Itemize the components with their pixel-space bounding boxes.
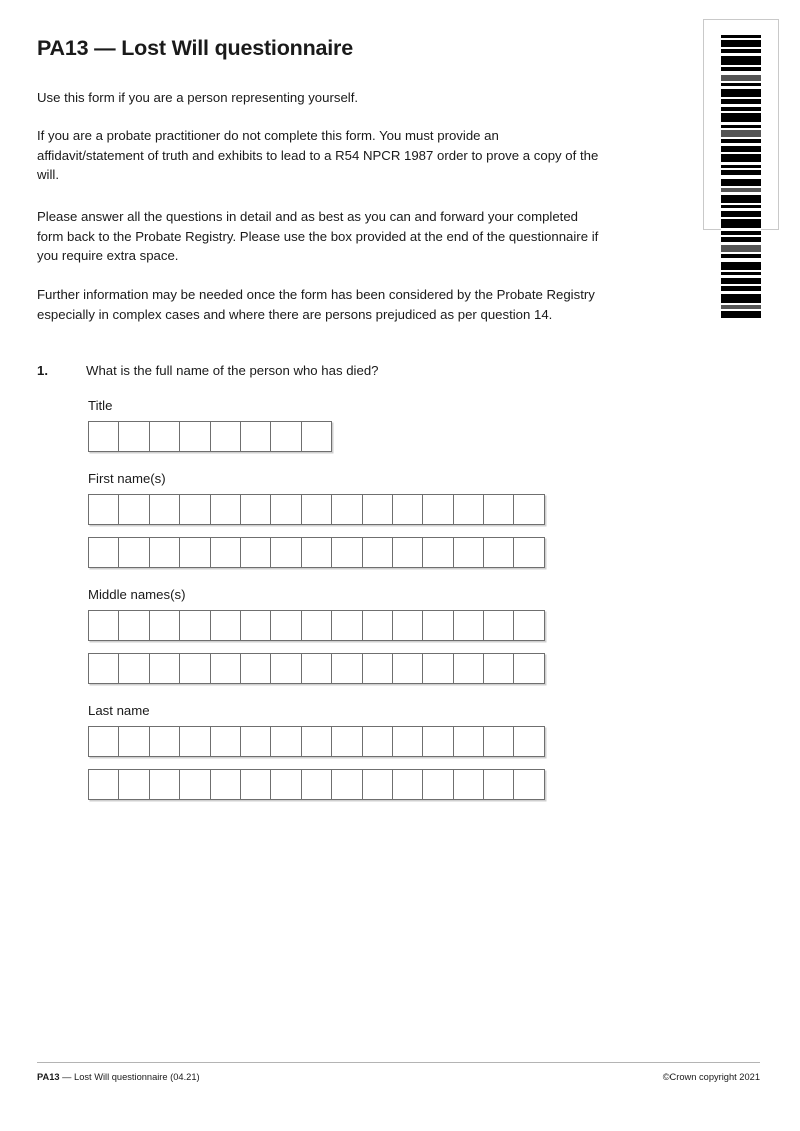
character-box[interactable] — [211, 422, 241, 451]
character-box[interactable] — [423, 611, 453, 640]
character-box[interactable] — [89, 727, 119, 756]
character-box[interactable] — [180, 538, 210, 567]
intro-paragraph-2: If you are a probate practitioner do not complete this form. You must provide an affidavit/statement of truth and exhibits to lead to a R54 NPCR 1987 order to prove a copy of the will. — [37, 128, 599, 182]
character-box[interactable] — [89, 538, 119, 567]
character-box[interactable] — [241, 422, 271, 451]
barcode-bar — [721, 89, 761, 97]
character-box[interactable] — [180, 727, 210, 756]
character-box[interactable] — [514, 654, 544, 683]
barcode-container — [703, 19, 779, 230]
barcode-bar — [721, 219, 761, 228]
barcode-bar — [721, 130, 761, 137]
character-box[interactable] — [241, 770, 271, 799]
character-box[interactable] — [302, 770, 332, 799]
character-box[interactable] — [302, 727, 332, 756]
character-box[interactable] — [332, 727, 362, 756]
character-box[interactable] — [423, 538, 453, 567]
character-box[interactable] — [302, 654, 332, 683]
character-box[interactable] — [150, 422, 180, 451]
character-box[interactable] — [454, 727, 484, 756]
intro-paragraph-4: Further information may be needed once the form has been considered by the Probate Registry especially in complex cases and where there are persons prejudiced as per question 14. — [37, 287, 595, 322]
barcode-icon — [721, 35, 761, 215]
barcode-bar — [721, 294, 761, 303]
character-box[interactable] — [241, 654, 271, 683]
character-box[interactable] — [332, 654, 362, 683]
character-box[interactable] — [119, 611, 149, 640]
character-box[interactable] — [393, 727, 423, 756]
character-box[interactable] — [332, 611, 362, 640]
character-boxes-row[interactable] — [88, 494, 545, 525]
barcode-bar — [721, 113, 761, 122]
character-box[interactable] — [241, 538, 271, 567]
character-box[interactable] — [484, 727, 514, 756]
character-box[interactable] — [119, 654, 149, 683]
character-box[interactable] — [150, 727, 180, 756]
field-label: Middle names(s) — [88, 587, 186, 602]
character-box[interactable] — [363, 538, 393, 567]
barcode-bar — [721, 56, 761, 65]
character-box[interactable] — [484, 611, 514, 640]
character-box[interactable] — [119, 727, 149, 756]
character-box[interactable] — [211, 611, 241, 640]
character-box[interactable] — [484, 770, 514, 799]
character-box[interactable] — [393, 654, 423, 683]
character-box[interactable] — [211, 495, 241, 524]
character-box[interactable] — [454, 654, 484, 683]
character-box[interactable] — [271, 654, 301, 683]
page-title: PA13 — Lost Will questionnaire — [37, 36, 353, 60]
character-box[interactable] — [211, 654, 241, 683]
character-boxes-row[interactable] — [88, 726, 545, 757]
character-box[interactable] — [332, 495, 362, 524]
question-1 — [37, 363, 637, 800]
character-box[interactable] — [271, 611, 301, 640]
character-box[interactable] — [363, 611, 393, 640]
character-box[interactable] — [423, 495, 453, 524]
character-box[interactable] — [484, 495, 514, 524]
character-box[interactable] — [302, 611, 332, 640]
barcode-bar — [721, 154, 761, 162]
barcode-bar — [721, 318, 761, 321]
character-box[interactable] — [241, 611, 271, 640]
field-label: Title — [88, 398, 113, 413]
page-footer — [37, 1062, 760, 1082]
character-box[interactable] — [454, 611, 484, 640]
barcode-bar — [721, 195, 761, 203]
character-box[interactable] — [89, 770, 119, 799]
character-box[interactable] — [363, 727, 393, 756]
character-box[interactable] — [150, 538, 180, 567]
character-box[interactable] — [150, 611, 180, 640]
character-box[interactable] — [423, 654, 453, 683]
character-box[interactable] — [514, 770, 544, 799]
character-box[interactable] — [150, 770, 180, 799]
character-box[interactable] — [119, 770, 149, 799]
character-box[interactable] — [454, 495, 484, 524]
character-box[interactable] — [363, 770, 393, 799]
question-number: 1. — [37, 363, 48, 378]
intro-paragraph-1: Use this form if you are a person representing yourself. — [37, 90, 359, 105]
character-box[interactable] — [271, 495, 301, 524]
field-label: Last name — [88, 703, 150, 718]
character-box[interactable] — [302, 422, 332, 451]
character-box[interactable] — [514, 727, 544, 756]
character-box[interactable] — [393, 495, 423, 524]
character-box[interactable] — [211, 727, 241, 756]
character-box[interactable] — [119, 538, 149, 567]
character-box[interactable] — [271, 538, 301, 567]
character-box[interactable] — [150, 654, 180, 683]
character-box[interactable] — [89, 422, 119, 451]
character-box[interactable] — [514, 495, 544, 524]
barcode-bar — [721, 245, 761, 252]
barcode-bar — [721, 311, 761, 318]
footer-copyright: ©Crown copyright 2021 — [662, 1072, 760, 1082]
footer-description: Lost Will questionnaire (04.21) — [74, 1072, 200, 1082]
character-box[interactable] — [271, 727, 301, 756]
character-boxes-row[interactable] — [88, 537, 545, 568]
character-boxes-row[interactable] — [88, 653, 545, 684]
footer-code: PA13 — [37, 1072, 60, 1082]
field-label: First name(s) — [88, 471, 166, 486]
character-box[interactable] — [484, 654, 514, 683]
character-box[interactable] — [454, 538, 484, 567]
character-box[interactable] — [180, 770, 210, 799]
character-box[interactable] — [363, 495, 393, 524]
character-box[interactable] — [302, 495, 332, 524]
character-box[interactable] — [241, 727, 271, 756]
character-box[interactable] — [393, 538, 423, 567]
character-box[interactable] — [89, 611, 119, 640]
character-box[interactable] — [393, 770, 423, 799]
character-box[interactable] — [332, 538, 362, 567]
character-box[interactable] — [180, 422, 210, 451]
character-box[interactable] — [332, 770, 362, 799]
question-text: What is the full name of the person who has died? — [86, 363, 379, 378]
character-box[interactable] — [119, 495, 149, 524]
footer-separator: — — [59, 1072, 75, 1082]
intro-paragraph-1-wrap — [37, 88, 602, 128]
character-box[interactable] — [271, 422, 301, 451]
intro-paragraph-3-wrap — [37, 207, 602, 286]
character-box[interactable] — [454, 770, 484, 799]
character-box[interactable] — [150, 495, 180, 524]
character-box[interactable] — [180, 654, 210, 683]
barcode-bar — [721, 262, 761, 270]
character-box[interactable] — [211, 770, 241, 799]
character-box[interactable] — [514, 611, 544, 640]
character-box[interactable] — [180, 495, 210, 524]
character-box[interactable] — [423, 770, 453, 799]
character-box[interactable] — [119, 422, 149, 451]
character-box[interactable] — [514, 538, 544, 567]
character-box[interactable] — [180, 611, 210, 640]
character-box[interactable] — [89, 495, 119, 524]
barcode-bar — [721, 40, 761, 47]
character-box[interactable] — [423, 727, 453, 756]
intro-paragraph-3: Please answer all the questions in detail and as best as you can and forward your completed form back to the Probate Registry. Please use the box provided at the end of the questionnaire if you require extra space. — [37, 209, 599, 263]
character-box[interactable] — [271, 770, 301, 799]
character-boxes-row[interactable] — [88, 769, 545, 800]
character-boxes-row[interactable] — [88, 421, 332, 452]
character-box[interactable] — [89, 654, 119, 683]
footer-document-reference — [37, 1072, 200, 1082]
barcode-bar — [721, 179, 761, 186]
question-1-heading — [37, 363, 637, 378]
character-box[interactable] — [484, 538, 514, 567]
character-box[interactable] — [302, 538, 332, 567]
character-box[interactable] — [211, 538, 241, 567]
character-box[interactable] — [393, 611, 423, 640]
intro-paragraph-4-wrap — [37, 285, 602, 344]
character-box[interactable] — [241, 495, 271, 524]
character-boxes-row[interactable] — [88, 610, 545, 641]
character-box[interactable] — [363, 654, 393, 683]
intro-paragraph-2-wrap — [37, 126, 602, 205]
question-1-fields — [88, 398, 637, 800]
